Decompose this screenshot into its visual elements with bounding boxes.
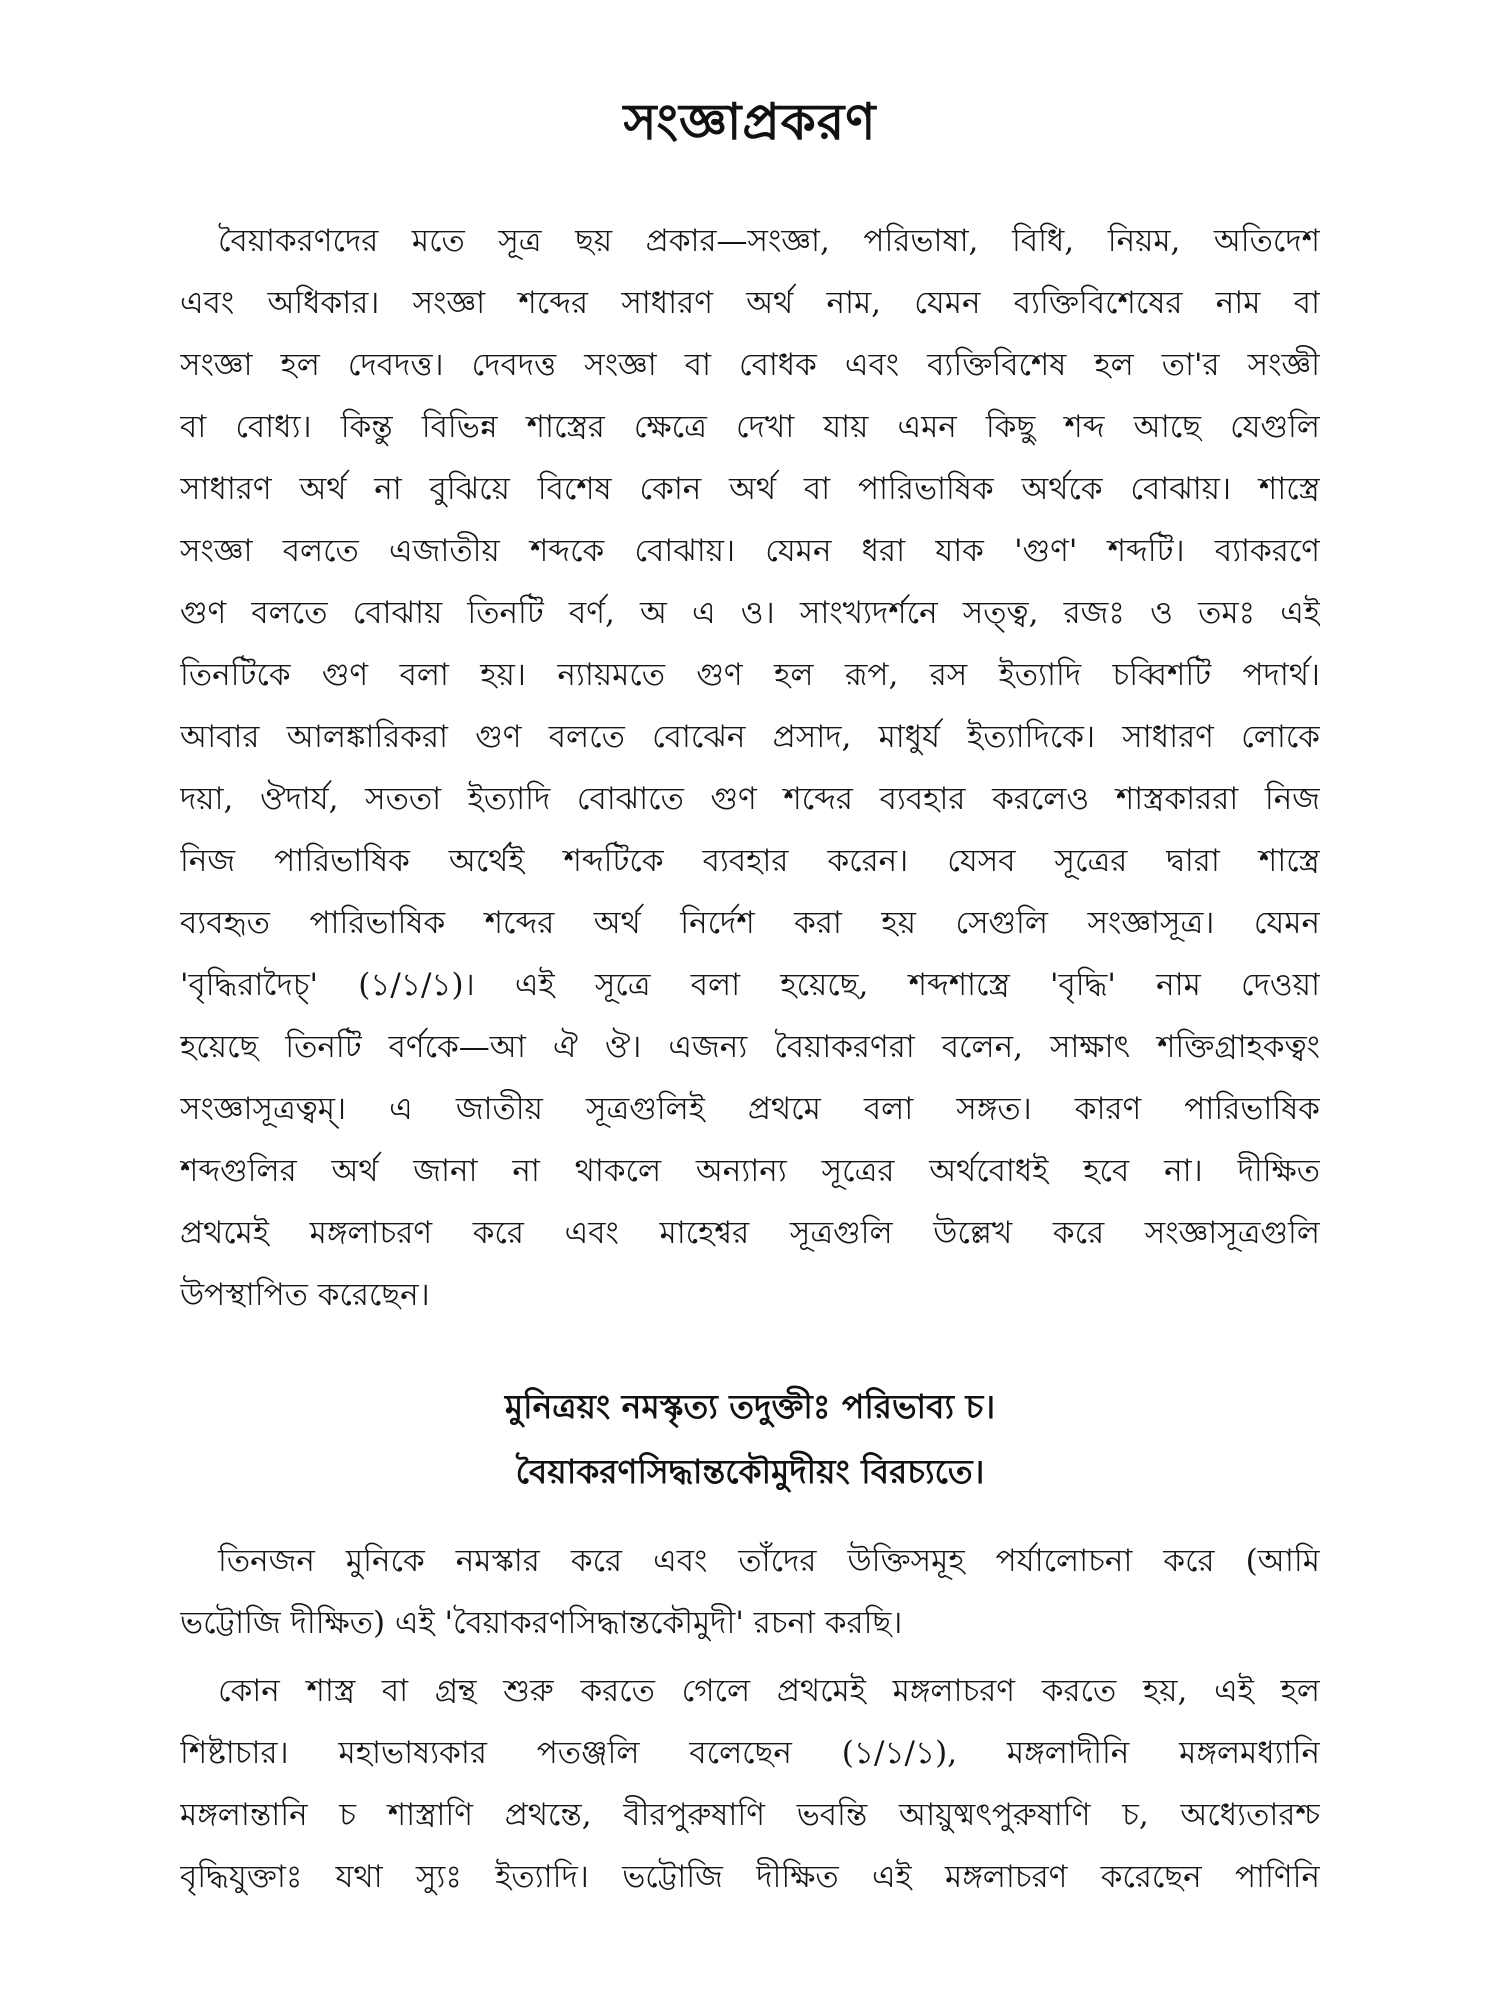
text-line: ভট্টোজি দীক্ষিত) এই 'বৈয়াকরণসিদ্ধান্তকৌমুদী' রচনা করছি। xyxy=(180,1605,903,1641)
text-line: উপস্থাপিত করেছেন। xyxy=(180,1277,430,1313)
text-line: বৈয়াকরণদের মতে সূত্র ছয় প্রকার—সংজ্ঞা, পরিভাষা, বিধি, নিয়ম, অতিদেশ xyxy=(218,223,1320,259)
text-line: কোন শাস্ত্র বা গ্রন্থ শুরু করতে গেলে প্রথমেই মঙ্গলাচরণ করতে হয়, এই হল xyxy=(218,1673,1320,1709)
text-line: বা বোধ্য। কিন্তু বিভিন্ন শাস্ত্রের ক্ষেত্রে দেখা যায় এমন কিছু শব্দ আছে যেগুলি xyxy=(180,409,1320,445)
text-line: তিনটিকে গুণ বলা হয়। ন্যায়মতে গুণ হল রূপ, রস ইত্যাদি চব্বিশটি পদার্থ। xyxy=(180,657,1320,693)
text-line: আবার আলঙ্কারিকরা গুণ বলতে বোঝেন প্রসাদ, মাধুর্য ইত্যাদিকে। সাধারণ লোকে xyxy=(180,719,1320,755)
paragraph-2 xyxy=(180,1530,1320,1654)
paragraph-3 xyxy=(180,1660,1320,1908)
text-line: সংজ্ঞাসূত্রত্বম্। এ জাতীয় সূত্রগুলিই প্রথমে বলা সঙ্গত। কারণ পারিভাষিক xyxy=(180,1091,1320,1127)
text-line: গুণ বলতে বোঝায় তিনটি বর্ণ, অ এ ও। সাংখ্যদর্শনে সত্ত্ব, রজঃ ও তমঃ এই xyxy=(180,595,1320,631)
verse-line: বৈয়াকরণসিদ্ধান্তকৌমুদীয়ং বিরচ্যতে। xyxy=(515,1452,985,1491)
text-line: মঙ্গলান্তানি চ শাস্ত্রাণি প্রথন্তে, বীরপুরুষাণি ভবন্তি আয়ুষ্মৎপুরুষাণি চ, অধ্যেতারশ্চ xyxy=(180,1797,1320,1833)
text-line: প্রথমেই মঙ্গলাচরণ করে এবং মাহেশ্বর সূত্রগুলি উল্লেখ করে সংজ্ঞাসূত্রগুলি xyxy=(180,1215,1320,1251)
page-title: সংজ্ঞাপ্রকরণ xyxy=(623,93,877,151)
text-line: বৃদ্ধিযুক্তাঃ যথা স্যুঃ ইত্যাদি। ভট্টোজি দীক্ষিত এই মঙ্গলাচরণ করেছেন পাণিনি xyxy=(180,1859,1320,1895)
text-line: নিজ পারিভাষিক অর্থেই শব্দটিকে ব্যবহার করেন। যেসব সূত্রের দ্বারা শাস্ত্রে xyxy=(180,843,1320,879)
verse-line: মুনিত্রয়ং নমস্কৃত্য তদুক্তীঃ পরিভাব্য চ। xyxy=(504,1387,996,1426)
text-line: হয়েছে তিনটি বর্ণকে—আ ঐ ঔ। এজন্য বৈয়াকরণরা বলেন, সাক্ষাৎ শক্তিগ্রাহকত্বং xyxy=(180,1029,1320,1065)
text-line: এবং অধিকার। সংজ্ঞা শব্দের সাধারণ অর্থ নাম, যেমন ব্যক্তিবিশেষের নাম বা xyxy=(180,285,1320,321)
text-line: শিষ্টাচার। মহাভাষ্যকার পতঞ্জলি বলেছেন (১/১/১), মঙ্গলাদীনি মঙ্গলমধ্যানি xyxy=(180,1735,1320,1771)
text-line: সংজ্ঞা হল দেবদত্ত। দেবদত্ত সংজ্ঞা বা বোধক এবং ব্যক্তিবিশেষ হল তা'র সংজ্ঞী xyxy=(180,347,1320,383)
text-line: শব্দগুলির অর্থ জানা না থাকলে অন্যান্য সূত্রের অর্থবোধই হবে না। দীক্ষিত xyxy=(180,1153,1320,1189)
paragraph-1 xyxy=(180,210,1320,1326)
text-line: দয়া, ঔদার্য, সততা ইত্যাদি বোঝাতে গুণ শব্দের ব্যবহার করলেও শাস্ত্রকাররা নিজ xyxy=(180,781,1320,817)
text-line: 'বৃদ্ধিরাদৈচ্' (১/১/১)। এই সূত্রে বলা হয়েছে, শব্দশাস্ত্রে 'বৃদ্ধি' নাম দেওয়া xyxy=(180,967,1320,1003)
text-line: ব্যবহৃত পারিভাষিক শব্দের অর্থ নির্দেশ করা হয় সেগুলি সংজ্ঞাসূত্র। যেমন xyxy=(180,905,1320,941)
text-line: সাধারণ অর্থ না বুঝিয়ে বিশেষ কোন অর্থ বা পারিভাষিক অর্থকে বোঝায়। শাস্ত্রে xyxy=(180,471,1320,507)
text-line: সংজ্ঞা বলতে এজাতীয় শব্দকে বোঝায়। যেমন ধরা যাক 'গুণ' শব্দটি। ব্যাকরণে xyxy=(180,533,1320,569)
text-line: তিনজন মুনিকে নমস্কার করে এবং তাঁদের উক্তিসমূহ পর্যালোচনা করে (আমি xyxy=(218,1543,1320,1579)
